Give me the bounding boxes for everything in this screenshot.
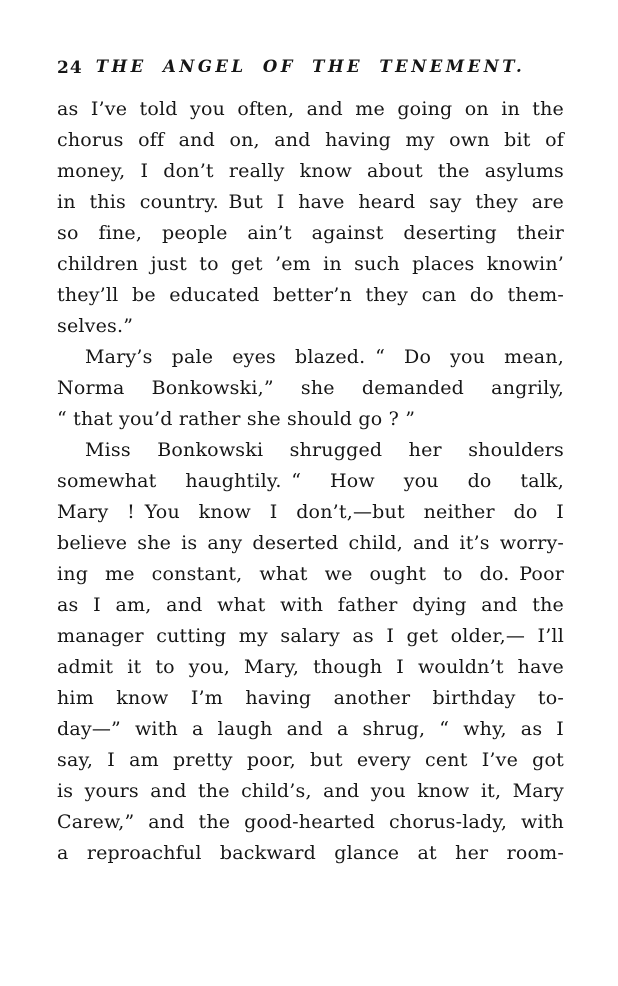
text-block xyxy=(57,94,564,869)
text-line: so fine, people ain’t against deserting their xyxy=(57,222,564,244)
page-header xyxy=(57,57,564,81)
text-line: “ that you’d rather she should go ? ” xyxy=(57,408,416,430)
text-line: is yours and the child’s, and you know it, Mary xyxy=(57,780,564,802)
text-line: day—” with a laugh and a shrug, “ why, as I xyxy=(57,718,564,740)
text-line: as I am, and what with father dying and the xyxy=(57,594,564,616)
text-line: they’ll be educated better’n they can do them- xyxy=(57,284,564,306)
page-number: 24 xyxy=(57,58,83,78)
text-line: Miss Bonkowski shrugged her shoulders xyxy=(85,439,564,461)
text-line: somewhat haughtily. “ How you do talk, xyxy=(57,470,564,492)
text-line: admit it to you, Mary, though I wouldn’t have xyxy=(57,656,564,678)
text-line: him know I’m having another birthday to- xyxy=(57,687,564,709)
text-line: Norma Bonkowski,” she demanded angrily, xyxy=(57,377,564,399)
text-line: Mary’s pale eyes blazed. “ Do you mean, xyxy=(85,346,564,368)
text-line: a reproachful backward glance at her room- xyxy=(57,842,564,864)
text-line: ing me constant, what we ought to do. Poor xyxy=(57,563,564,585)
text-line: say, I am pretty poor, but every cent I’ve got xyxy=(57,749,564,771)
text-line: manager cutting my salary as I get older,— I’ll xyxy=(57,625,564,647)
text-line: children just to get ’em in such places knowin’ xyxy=(57,253,564,275)
running-title: THE ANGEL OF THE TENEMENT. xyxy=(95,57,526,76)
text-line: in this country. But I have heard say they are xyxy=(57,191,564,213)
text-line: Carew,” and the good-hearted chorus-lady, with xyxy=(57,811,564,833)
text-line: believe she is any deserted child, and it’s worry- xyxy=(57,532,564,554)
text-line: money, I don’t really know about the asylums xyxy=(57,160,564,182)
text-line: chorus off and on, and having my own bit of xyxy=(57,129,564,151)
text-line: selves.” xyxy=(57,315,134,337)
text-line: Mary ! You know I don’t,—but neither do I xyxy=(57,501,564,523)
text-line: as I’ve told you often, and me going on in the xyxy=(57,98,564,120)
